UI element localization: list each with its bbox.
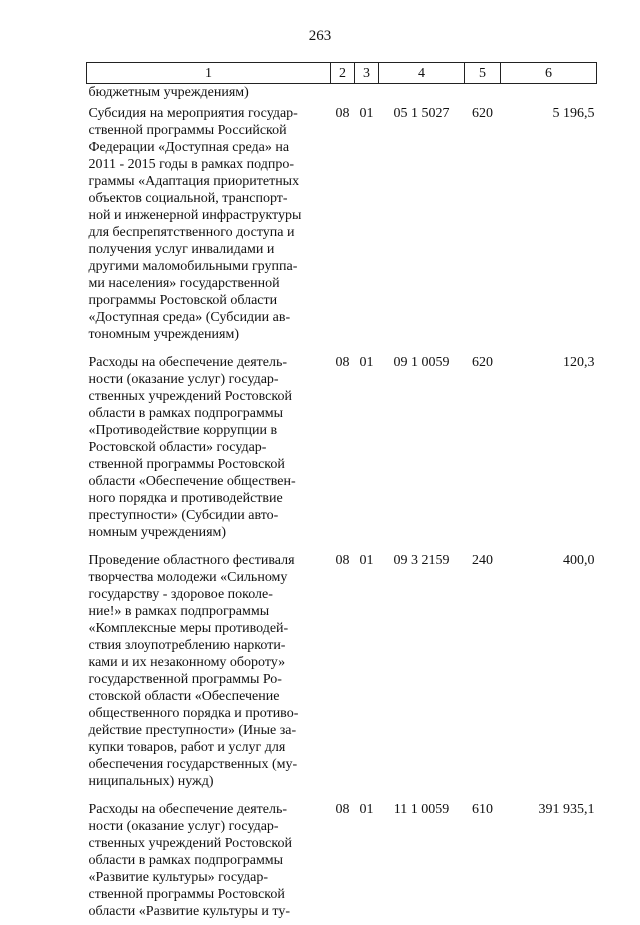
amount xyxy=(501,84,597,106)
description-line: другими маломобильными группа- xyxy=(89,258,327,275)
header-col-5: 5 xyxy=(465,63,501,84)
expense-type-code: 240 xyxy=(465,546,501,795)
amount: 391 935,1 xyxy=(501,795,597,925)
description-line: ками и их незаконному обороту» xyxy=(89,654,327,671)
expense-type-code: 620 xyxy=(465,105,501,348)
page-number: 263 xyxy=(0,28,640,45)
table-row xyxy=(87,84,597,106)
description-line: тономным учреждениям) xyxy=(89,326,327,343)
description-line: ственной программы Ростовской xyxy=(89,456,327,473)
description-line: стовской области «Обеспечение xyxy=(89,688,327,705)
header-col-4: 4 xyxy=(379,63,465,84)
description-line: Расходы на обеспечение деятель- xyxy=(89,801,327,818)
description-line: «Доступная среда» (Субсидии ав- xyxy=(89,309,327,326)
description-line: области «Обеспечение обществен- xyxy=(89,473,327,490)
description-line: ственных учреждений Ростовской xyxy=(89,388,327,405)
table-row xyxy=(87,795,597,925)
table-row xyxy=(87,348,597,546)
section-code: 08 xyxy=(331,795,355,925)
description-line: Ростовской области» государ- xyxy=(89,439,327,456)
expense-description xyxy=(87,105,331,348)
target-article-code: 05 1 5027 xyxy=(379,105,465,348)
expense-type-code xyxy=(465,84,501,106)
description-line: обеспечения государственных (му- xyxy=(89,756,327,773)
budget-table xyxy=(86,62,597,925)
amount: 120,3 xyxy=(501,348,597,546)
description-line: ности (оказание услуг) государ- xyxy=(89,818,327,835)
description-line: Субсидия на мероприятия государ- xyxy=(89,105,327,122)
description-line: ми населения» государственной xyxy=(89,275,327,292)
subsection-code xyxy=(355,84,379,106)
description-line: программы Ростовской области xyxy=(89,292,327,309)
expense-type-code: 610 xyxy=(465,795,501,925)
description-line: государственной программы Ро- xyxy=(89,671,327,688)
description-line: ственных учреждений Ростовской xyxy=(89,835,327,852)
description-line: получения услуг инвалидами и xyxy=(89,241,327,258)
target-article-code: 11 1 0059 xyxy=(379,795,465,925)
expense-description xyxy=(87,546,331,795)
subsection-code: 01 xyxy=(355,348,379,546)
description-line: ниципальных) нужд) xyxy=(89,773,327,790)
description-line: Расходы на обеспечение деятель- xyxy=(89,354,327,371)
table-body xyxy=(87,84,597,925)
section-code: 08 xyxy=(331,348,355,546)
description-line: ного порядка и противодействие xyxy=(89,490,327,507)
description-line: ности (оказание услуг) государ- xyxy=(89,371,327,388)
subsection-code: 01 xyxy=(355,795,379,925)
description-line: «Комплексные меры противодей- xyxy=(89,620,327,637)
description-line: объектов социальной, транспорт- xyxy=(89,190,327,207)
target-article-code: 09 1 0059 xyxy=(379,348,465,546)
description-line: Проведение областного фестиваля xyxy=(89,552,327,569)
section-code: 08 xyxy=(331,546,355,795)
table-row xyxy=(87,546,597,795)
description-line: общественного порядка и противо- xyxy=(89,705,327,722)
amount: 400,0 xyxy=(501,546,597,795)
description-line: области в рамках подпрограммы xyxy=(89,405,327,422)
table-header xyxy=(87,63,597,84)
section-code xyxy=(331,84,355,106)
table-row xyxy=(87,105,597,348)
header-col-6: 6 xyxy=(501,63,597,84)
header-col-2: 2 xyxy=(331,63,355,84)
amount: 5 196,5 xyxy=(501,105,597,348)
description-line: государству - здоровое поколе- xyxy=(89,586,327,603)
description-line: преступности» (Субсидии авто- xyxy=(89,507,327,524)
description-line: ственной программы Ростовской xyxy=(89,886,327,903)
description-line: действие преступности» (Иные за- xyxy=(89,722,327,739)
description-line: ственной программы Российской xyxy=(89,122,327,139)
description-line: бюджетным учреждениям) xyxy=(89,84,327,101)
expense-description xyxy=(87,795,331,925)
description-line: ние!» в рамках подпрограммы xyxy=(89,603,327,620)
description-line: ной и инженерной инфраструктуры xyxy=(89,207,327,224)
description-line: «Противодействие коррупции в xyxy=(89,422,327,439)
header-col-3: 3 xyxy=(355,63,379,84)
expense-description xyxy=(87,348,331,546)
description-line: творчества молодежи «Сильному xyxy=(89,569,327,586)
description-line: граммы «Адаптация приоритетных xyxy=(89,173,327,190)
header-col-1: 1 xyxy=(87,63,331,84)
target-article-code xyxy=(379,84,465,106)
description-line: для беспрепятственного доступа и xyxy=(89,224,327,241)
subsection-code: 01 xyxy=(355,546,379,795)
description-line: области «Развитие культуры и ту- xyxy=(89,903,327,920)
description-line: Федерации «Доступная среда» на xyxy=(89,139,327,156)
description-line: области в рамках подпрограммы xyxy=(89,852,327,869)
subsection-code: 01 xyxy=(355,105,379,348)
section-code: 08 xyxy=(331,105,355,348)
description-line: ствия злоупотреблению наркоти- xyxy=(89,637,327,654)
description-line: «Развитие культуры» государ- xyxy=(89,869,327,886)
header-row xyxy=(87,63,597,84)
expense-type-code: 620 xyxy=(465,348,501,546)
target-article-code: 09 3 2159 xyxy=(379,546,465,795)
description-line: 2011 - 2015 годы в рамках подпро- xyxy=(89,156,327,173)
expense-description xyxy=(87,84,331,106)
description-line: номным учреждениям) xyxy=(89,524,327,541)
description-line: купки товаров, работ и услуг для xyxy=(89,739,327,756)
